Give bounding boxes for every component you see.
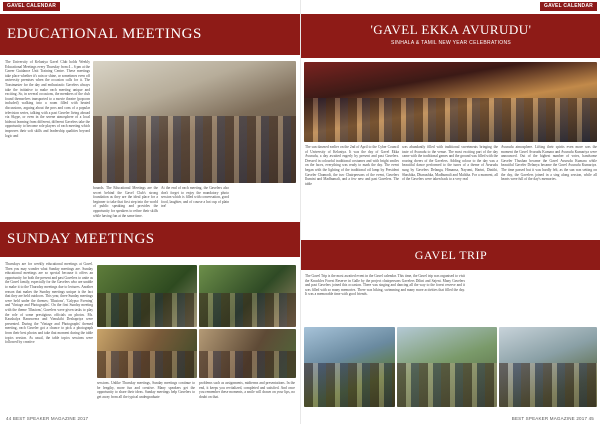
right-page <box>300 0 600 424</box>
section-tag: GAVEL CALENDAR <box>3 2 60 11</box>
avu-text-col3: Avurudu atmosphere. Lifting their spirits even more was the moment the Gavel Avurudu Kumara and Avurudu Kumariya were announced. Out of the highest number of votes, handsome Gaveler Thushan became the Gavel Avurudu Kumara while beautiful Gaveler Delanya became the Gavel Avurudu Kumariya. The time passed but it was hardly felt, as the sun was setting on the day, the Gavelers joined in a sing along session, while all hearts were full of the day's memories. <box>501 145 597 182</box>
sunday-photo-3 <box>97 329 197 378</box>
page-footer: BEST SPEAKER MAGAZINE 2017 45 <box>511 416 594 421</box>
sunday-photo-2 <box>199 265 296 327</box>
section-tag: GAVEL CALENDAR <box>540 2 597 11</box>
edu-text-col3: At the end of each meeting, the Gavelers also don't forget to enjoy the mandatory photo session which is filled with conversation, good food, laughter, and of course a hot cup of plain tea! <box>161 186 229 209</box>
avu-text-col1: The sun dawned earlier on the 2nd of April to the Cyber Council of University of Kelaniya. It was the day of Gavel Ekka Avurudu, a day awaited eagerly by present and past Gavelers. Dressed in colourful traditional costumes and with bright smiles on the faces, everything was ready to mark the day. The event began with the lighting of the traditional oil lamp by President Gaveler Chamodi, the two Chairpersons of the event, Gavelers Ilumini and Madhumali, and a few new and past Gavelers. The table <box>305 145 399 186</box>
avurudu-heading <box>301 14 600 58</box>
page-footer: 44 BEST SPEAKER MAGAZINE 2017 <box>6 416 89 421</box>
trip-photo-2 <box>397 327 497 407</box>
edu-meeting-photo <box>93 61 296 183</box>
avurudu-photo <box>304 62 597 142</box>
avurudu-title: 'GAVEL EKKA AVURUDU' <box>370 22 532 37</box>
avurudu-subtitle: SINHALA & TAMIL NEW YEAR CELEBRATIONS <box>390 40 512 46</box>
sun-text-col3: problems such as assignments, midterms and presentations. In the end, it keeps you revitalized, completed and satisfied. And once you remember these moments, a smile will drawn on your lips, no doubt on that. <box>199 381 295 399</box>
sun-text-col1: Thursdays are for weekly educational meetings at Gavel. Then you may wonder what Sunday meetings are. Sunday educational meetings are so special because it offers an opportunity for both the present and past Gavelers to unite as the Gavel family, especially for the Gavelers who are unable to make it to the Thursday meetings due to lectures. Another reason that makes the Sunday meetings unique is the fact that they are held outdoors. This year, three Sunday meetings were held under the themes; 'Illusions', 'Calypso Evening' and 'Vintage and Photographs'. On the first Sunday meeting with the theme 'Illusions', Gavelers were given tasks to play the role of some prestigious officials on photos. Ms. Kaushalya Ranaweera and Vimukthi Deshapriya were presented. During the 'Vintage and Photographs' themed meeting, each Gaveler got a chance to pick a photograph from their best photos and take that moment during the table topics session. As usual, the table topics sessions were followed by creative <box>5 262 93 345</box>
trip-text: The Gavel Trip is the most awaited event in the Gavel calendar. This time, the Gavel trip was organised to visit the Knuckles Forest Reserve in Galle by the project chairpersons Gavelers Dilini and Sajeni. Many Gavelers and past Gavelers joined this occasion. There was singing and dancing all the way to the forest reserve and it was filled with so many memories. There was hiking, swimming and many more activities that filled the day. It was a memorable time with good friends. <box>305 274 465 297</box>
sunday-photo-1 <box>97 265 197 327</box>
edu-text-col1: The University of Kelaniya Gavel Club holds Weekly Educational Meetings every Thursday from 4 – 6 pm at the Career Guidance Unit Training Centre. These meetings take place whether it's rain or shine, or sometimes even off university premises when the occasion calls for it. The Toastmaster for the day and enthusiastic Gavelers always take the initiative to make each meeting unique and exciting. So, in several occasions, the members of the club found themselves transported to a movie theatre (popcorn included) walking into a room filled with heated discussions, arguing about the pros and cons of a popular television series, talking with a past Gaveler living abroad via Skype, or even in the serene atmosphere of a local hideout learning from different, different Gavelers take the opportunity to become role players of each meeting which improves their soft skills and leadership qualities beyond logic and <box>5 60 90 138</box>
trip-photo-3 <box>499 327 597 407</box>
edu-text-col2: bounds. The Educational Meetings are the secret behind the Gavel Club's strong foundation as they are the ideal place for a beginner to take that first step into the world of public speaking and provides the opportunity for speakers to refine their skills while having fun at the same time. <box>93 186 158 218</box>
sunday-photo-4 <box>199 329 296 378</box>
gavel-trip-heading: GAVEL TRIP <box>301 240 600 270</box>
trip-photo-1 <box>304 327 395 407</box>
avu-text-col2: was abundantly filled with traditional sweetmeats bringing the taste of Avurudu to the venue. The most exciting part of the day came with the traditional games and the ground was filled with the roaring cheers of the Gavelers. Adding colour to the day was a beautiful dance performed to the tunes of a theme of Avurudu sung by Gavelers Delanga, Himansa, Nayomi, Harini, Dinithi, Shashika, Dhanushka, Madhumali and Malitha. For a moment, all of the Gavelers were taken back to a very real <box>402 145 498 182</box>
sun-text-col2: sessions. Unlike Thursday meetings, Sunday meetings continue to be lengthy, more fun and creative. Many speakers get the opportunity to share their ideas. Sunday meetings help Gavelers to get away from all the typical undergraduate <box>97 381 195 399</box>
sunday-meetings-heading: SUNDAY MEETINGS <box>0 222 300 257</box>
educational-meetings-heading: EDUCATIONAL MEETINGS <box>0 14 300 55</box>
